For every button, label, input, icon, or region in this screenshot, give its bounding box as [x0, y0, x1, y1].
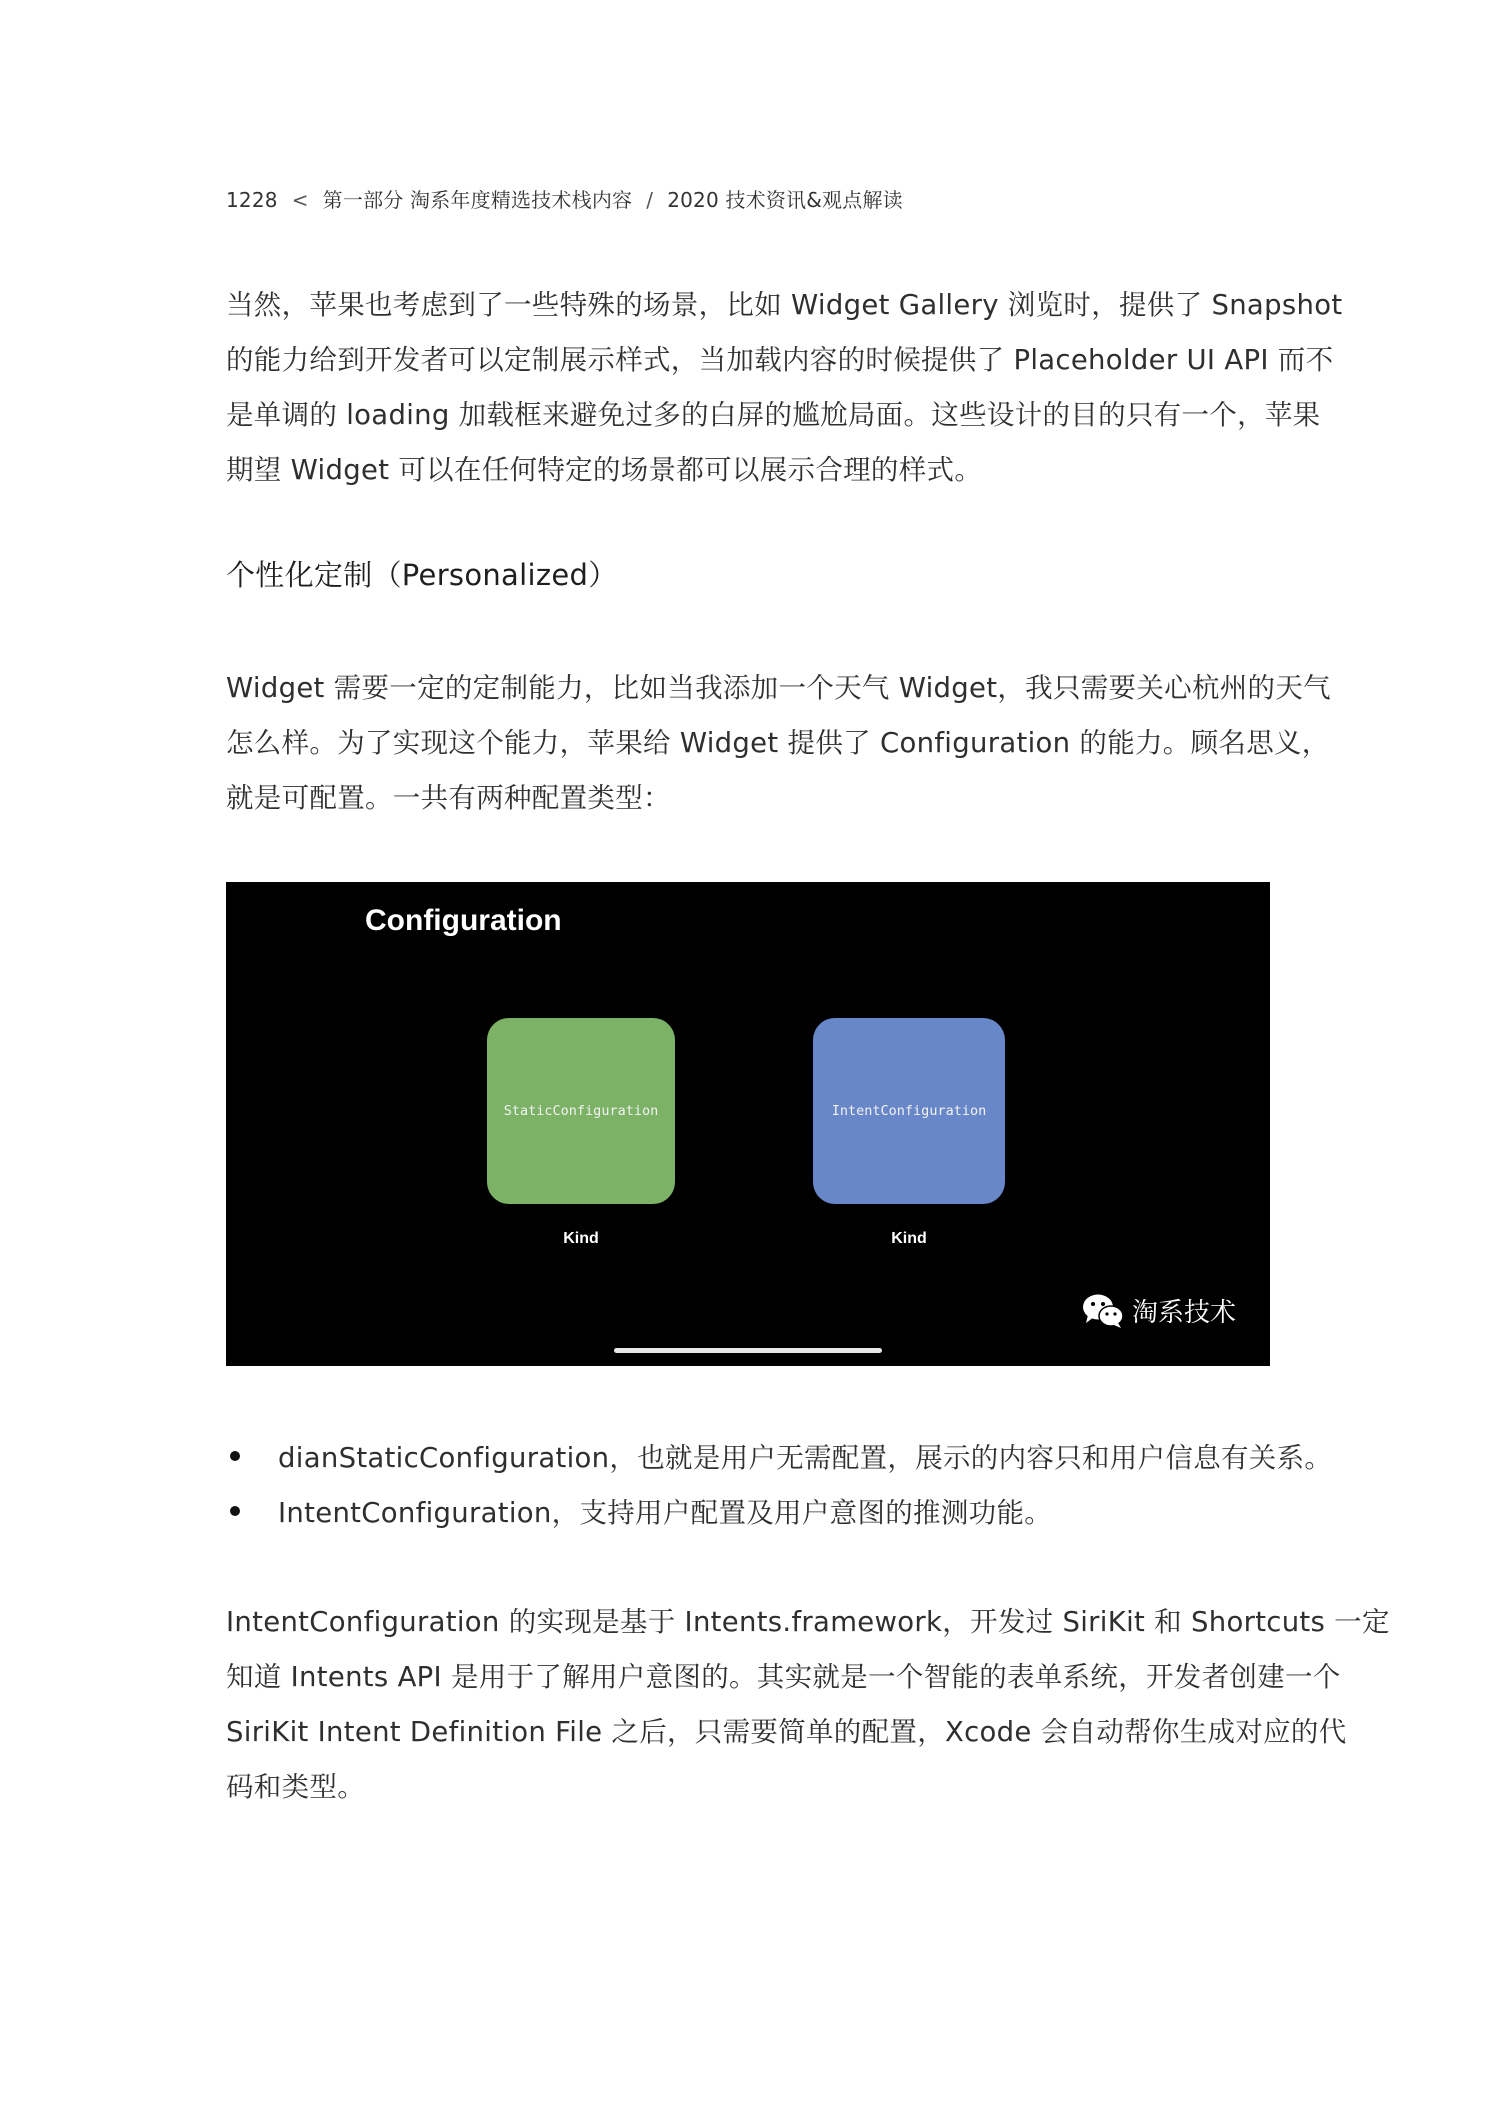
- subsection-title: 2020 技术资讯&观点解读: [667, 188, 903, 212]
- section-heading: 个性化定制（Personalized）: [226, 558, 618, 592]
- figure-title: Configuration: [365, 904, 562, 937]
- wechat-icon: [1082, 1293, 1124, 1329]
- paragraph-line: 知道 Intents API 是用于了解用户意图的。其实就是一个智能的表单系统，开发者创建一个: [226, 1661, 1341, 1693]
- running-header: [226, 184, 903, 213]
- intent-configuration-box: [813, 1018, 1005, 1204]
- bullet-text: IntentConfiguration，支持用户配置及用户意图的推测功能。: [278, 1497, 1053, 1529]
- page-number: 1228: [226, 188, 278, 212]
- bullet-text: dianStaticConfiguration，也就是用户无需配置，展示的内容只和用户信息有关系。: [278, 1442, 1333, 1474]
- bullet-dot-icon: [230, 1506, 240, 1516]
- watermark-text: 淘系技术: [1131, 1298, 1236, 1328]
- back-arrow-icon: <: [291, 188, 309, 212]
- intent-configuration-label: IntentConfiguration: [831, 1103, 987, 1119]
- paragraph-line: 当然，苹果也考虑到了一些特殊的场景，比如 Widget Gallery 浏览时，提供了 Snapshot: [226, 289, 1343, 321]
- kind-label-right: Kind: [891, 1230, 927, 1247]
- home-indicator-bar: [614, 1348, 882, 1353]
- paragraph-line: Widget 需要一定的定制能力，比如当我添加一个天气 Widget，我只需要关心杭州的天气: [226, 672, 1331, 704]
- paragraph-line: IntentConfiguration 的实现是基于 Intents.framework，开发过 SiriKit 和 Shortcuts 一定: [226, 1606, 1390, 1638]
- paragraph-line: 期望 Widget 可以在任何特定的场景都可以展示合理的样式。: [226, 454, 983, 486]
- bullet-dot-icon: [230, 1451, 240, 1461]
- watermark: [1082, 1292, 1236, 1329]
- paragraph-line: 怎么样。为了实现这个能力，苹果给 Widget 提供了 Configuration 的能力。顾名思义，: [226, 727, 1330, 759]
- paragraph-line: 是单调的 loading 加载框来避免过多的白屏的尴尬局面。这些设计的目的只有一个，苹果: [226, 399, 1321, 431]
- paragraph-line: 码和类型。: [226, 1771, 365, 1803]
- paragraph-line: SiriKit Intent Definition File 之后，只需要简单的配置，Xcode 会自动帮你生成对应的代: [226, 1716, 1347, 1748]
- bullet-item: [226, 1431, 1332, 1486]
- paragraph-line: 就是可配置。一共有两种配置类型：: [226, 782, 671, 814]
- bullet-item: [226, 1486, 1052, 1541]
- paragraph-line: 的能力给到开发者可以定制展示样式，当加载内容的时候提供了 Placeholder UI API 而不: [226, 344, 1334, 376]
- static-configuration-label: StaticConfiguration: [503, 1103, 659, 1119]
- paragraph-configuration: [226, 661, 1331, 826]
- paragraph-intro: [226, 278, 1343, 498]
- static-configuration-box: [487, 1018, 675, 1204]
- section-title: 第一部分 淘系年度精选技术栈内容: [322, 188, 633, 212]
- kind-label-left: Kind: [563, 1230, 599, 1247]
- configuration-figure: [226, 882, 1270, 1366]
- paragraph-intent: [226, 1595, 1390, 1815]
- document-page: [226, 0, 1390, 2105]
- header-separator: /: [646, 188, 654, 212]
